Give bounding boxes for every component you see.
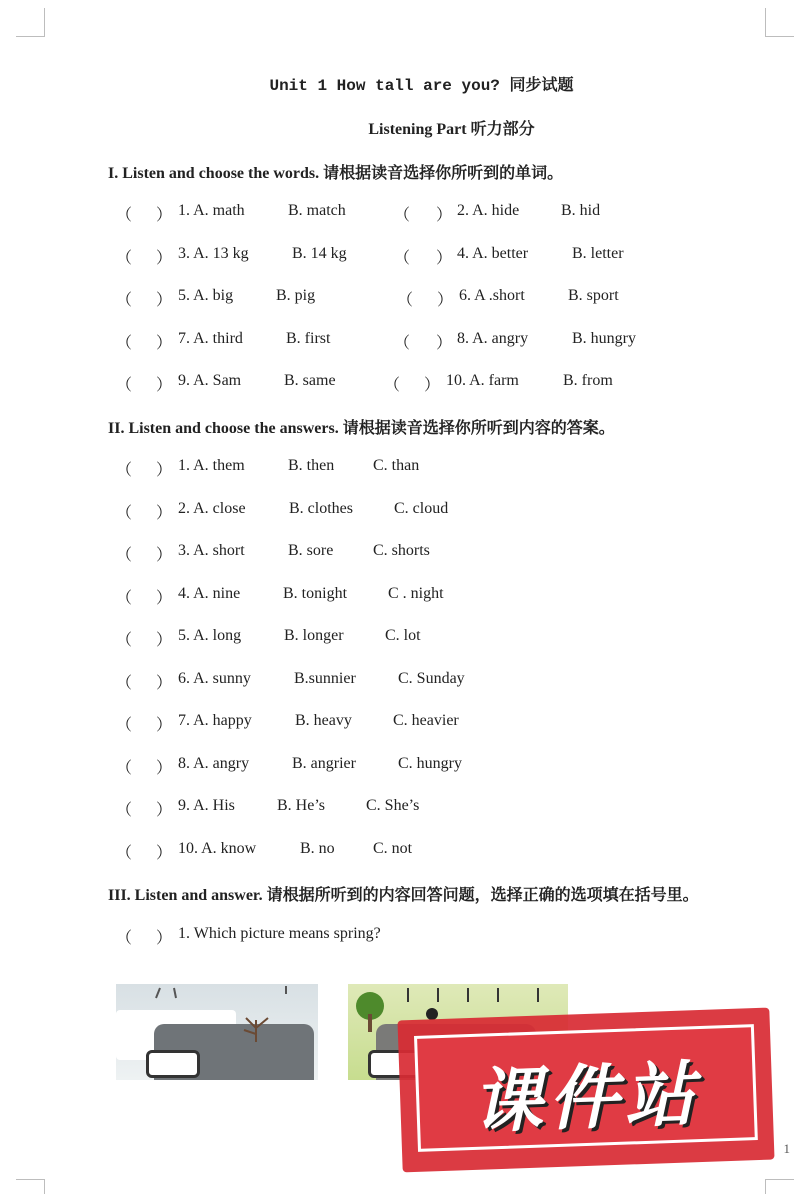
option-b: B. tonight <box>283 585 348 602</box>
answer-paren-close: ） <box>156 802 173 819</box>
option-b: B. He’s <box>277 797 325 814</box>
option-a: 2. A. hide <box>457 202 520 219</box>
answer-paren-open[interactable]: （ <box>394 335 411 352</box>
option-a: 9. A. His <box>178 797 235 814</box>
answer-paren-open[interactable]: （ <box>384 377 401 394</box>
answer-paren-open[interactable]: （ <box>116 717 133 734</box>
answer-paren-open[interactable]: （ <box>116 250 133 267</box>
answer-paren-open[interactable]: （ <box>116 845 133 862</box>
option-b: B. then <box>288 457 335 474</box>
option-a: 4. A. better <box>457 245 529 262</box>
option-b: B. hungry <box>572 330 636 347</box>
option-a: 1. A. math <box>178 202 245 219</box>
answer-paren-close: ） <box>436 335 453 352</box>
answer-paren-close: ） <box>156 845 173 862</box>
option-b: B. match <box>288 202 346 219</box>
option-c: C. cloud <box>394 500 449 517</box>
answer-paren-close: ） <box>437 292 454 309</box>
answer-paren-open[interactable]: （ <box>116 632 133 649</box>
option-a: 8. A. angry <box>178 755 250 772</box>
option-a: 1. A. them <box>178 457 245 474</box>
option-a: 7. A. third <box>178 330 243 347</box>
document-subtitle: Listening Part 听力部分 <box>368 121 535 138</box>
option-c: C. shorts <box>373 542 430 559</box>
option-c: C. heavier <box>393 712 459 729</box>
crop-mark-bottom-left <box>16 1179 45 1194</box>
answer-paren-close: ） <box>156 717 173 734</box>
option-c: C. hungry <box>398 755 462 772</box>
option-a: 5. A. long <box>178 627 242 644</box>
option-a: 8. A. angry <box>457 330 529 347</box>
answer-paren-open[interactable]: （ <box>116 335 133 352</box>
answer-paren-close: ） <box>156 590 173 607</box>
option-b: B. from <box>563 372 613 389</box>
option-a: 4. A. nine <box>178 585 241 602</box>
option-a: 10. A. know <box>178 840 257 857</box>
document-title: Unit 1 How tall are you? 同步试题 <box>269 77 574 95</box>
answer-paren-close: ） <box>156 250 173 267</box>
answer-paren-open[interactable]: （ <box>116 590 133 607</box>
option-a: 3. A. 13 kg <box>178 245 249 262</box>
option-c: C. lot <box>385 627 421 644</box>
answer-paren-close: ） <box>156 632 173 649</box>
option-b: B. sore <box>288 542 334 559</box>
answer-paren-close: ） <box>436 250 453 267</box>
answer-paren-open[interactable]: （ <box>394 207 411 224</box>
question-text: 1. Which picture means spring? <box>178 925 381 942</box>
answer-paren-close: ） <box>156 292 173 309</box>
option-b: B. no <box>300 840 335 857</box>
answer-paren-open[interactable]: （ <box>116 675 133 692</box>
option-a: 2. A. close <box>178 500 246 517</box>
option-c: C. not <box>373 840 413 857</box>
answer-paren-close: ） <box>156 675 173 692</box>
answer-paren-close: ） <box>156 505 173 522</box>
option-b: B. hid <box>561 202 601 219</box>
crop-mark-top-left <box>16 8 45 37</box>
picture-label-box <box>146 1050 200 1078</box>
section-3-heading: III. Listen and answer. 请根据所听到的内容回答问题，选择正确的选项填在括号里。 <box>108 887 699 904</box>
answer-paren-open[interactable]: （ <box>116 930 133 947</box>
stamp-text: 课件站 <box>470 1053 702 1143</box>
answer-paren-close: ） <box>156 462 173 479</box>
section-2-heading: II. Listen and choose the answers. 请根据读音选择你所听到内容的答案。 <box>108 420 615 437</box>
answer-paren-open[interactable]: （ <box>116 292 133 309</box>
option-c: C . night <box>388 585 444 602</box>
option-a: 10. A. farm <box>446 372 519 389</box>
page-number: 1 <box>783 1141 790 1156</box>
option-b: B. heavy <box>295 712 352 729</box>
option-b: B. pig <box>276 287 316 304</box>
option-b: B. 14 kg <box>292 245 347 262</box>
option-a: 3. A. short <box>178 542 245 559</box>
answer-paren-open[interactable]: （ <box>116 505 133 522</box>
option-c: C. She’s <box>366 797 420 814</box>
option-b: B. sport <box>568 287 619 304</box>
answer-paren-open[interactable]: （ <box>116 547 133 564</box>
option-b: B. letter <box>572 245 624 262</box>
answer-paren-open[interactable]: （ <box>116 760 133 777</box>
option-c: C. Sunday <box>398 670 465 687</box>
answer-paren-close: ） <box>156 335 173 352</box>
answer-paren-close: ） <box>156 930 173 947</box>
watermark-stamp <box>397 1008 774 1173</box>
option-a: 6. A .short <box>459 287 525 304</box>
option-b: B. clothes <box>289 500 353 517</box>
option-c: C. than <box>373 457 420 474</box>
crop-mark-top-right <box>765 8 794 37</box>
option-b: B. longer <box>284 627 344 644</box>
answer-paren-open[interactable]: （ <box>397 292 414 309</box>
option-b: B. first <box>286 330 331 347</box>
option-a: 7. A. happy <box>178 712 252 729</box>
section-1-heading: I. Listen and choose the words. 请根据读音选择你所听到的单词。 <box>108 165 564 182</box>
option-a: 5. A. big <box>178 287 234 304</box>
option-b: B. same <box>284 372 336 389</box>
answer-paren-open[interactable]: （ <box>116 802 133 819</box>
answer-paren-open[interactable]: （ <box>394 250 411 267</box>
option-a: 9. A. Sam <box>178 372 242 389</box>
answer-paren-close: ） <box>156 760 173 777</box>
crop-mark-bottom-right <box>765 1179 794 1194</box>
answer-paren-open[interactable]: （ <box>116 377 133 394</box>
answer-paren-close: ） <box>156 547 173 564</box>
winter-picture[interactable] <box>116 984 318 1080</box>
answer-paren-open[interactable]: （ <box>116 207 133 224</box>
answer-paren-close: ） <box>156 377 173 394</box>
option-b: B. angrier <box>292 755 356 772</box>
option-a: 6. A. sunny <box>178 670 251 687</box>
answer-paren-open[interactable]: （ <box>116 462 133 479</box>
answer-paren-close: ） <box>424 377 441 394</box>
answer-paren-close: ） <box>436 207 453 224</box>
option-b: B.sunnier <box>294 670 356 687</box>
answer-paren-close: ） <box>156 207 173 224</box>
